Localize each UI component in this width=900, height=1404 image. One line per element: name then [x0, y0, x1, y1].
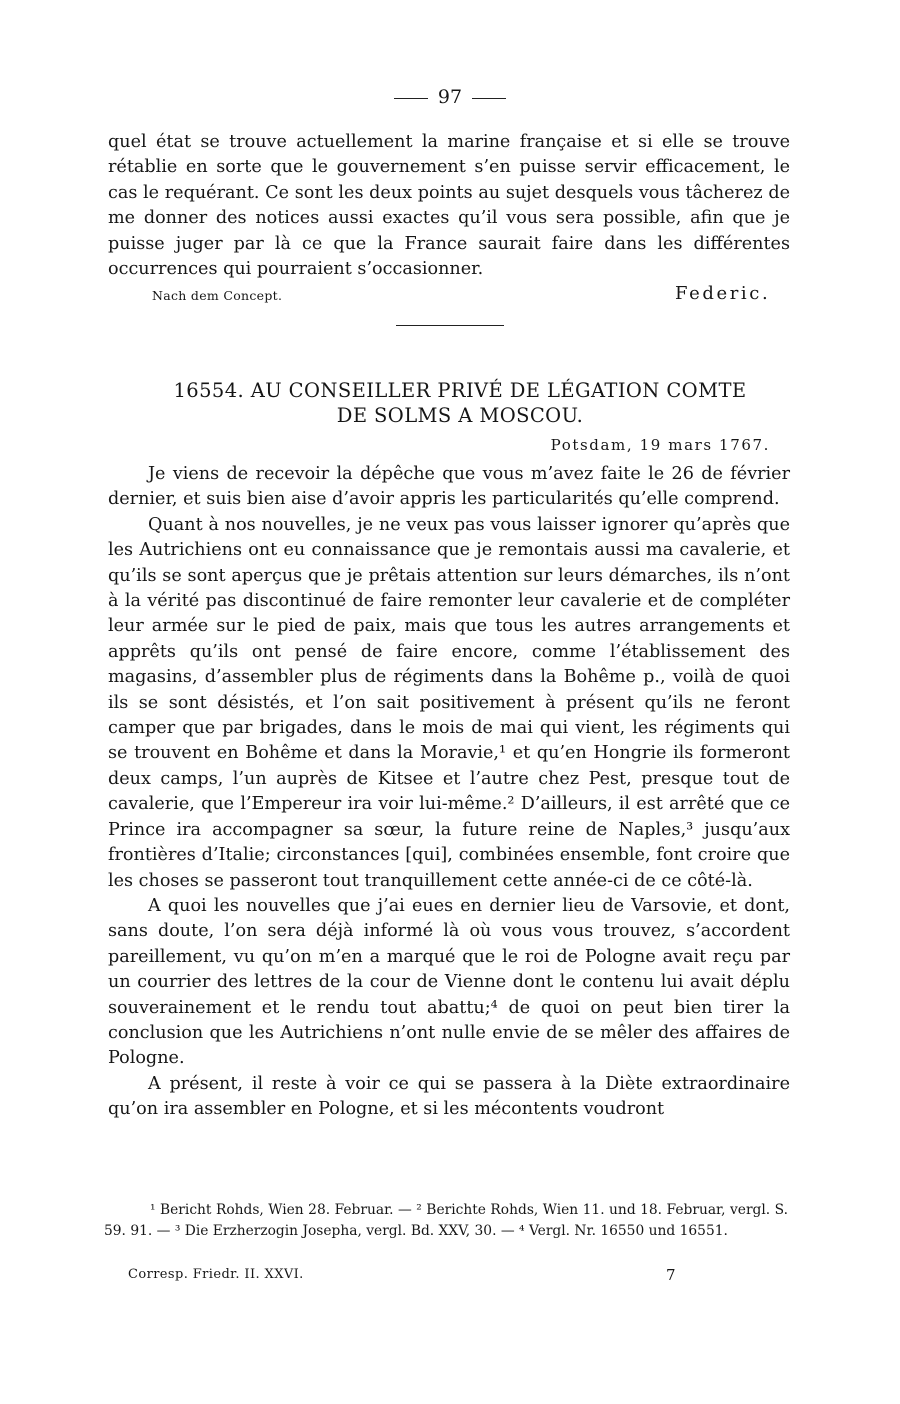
letter-paragraph: A quoi les nouvelles que j’ai eues en dernier lieu de Varsovie, et dont, sans doute, l’on sera déjà informé là où vous vous trouvez, s’accordent pareillement, vu qu’on m’en a marqué que le roi de Pologne avait reçu par un courrier des lettres de la cour de Vienne dont le contenu lui avait déplu souverainement et le rendu tout abattu;⁴ de quoi on peut bien tirer la conclusion que les Autrichiens n’ont nulle envie de se mêler des affaires de Pologne. — [108, 895, 790, 1069]
footer-signature-mark: 7 — [666, 1266, 676, 1284]
letter-paragraph: Quant à nos nouvelles, je ne veux pas vous laisser ignorer qu’après que les Autrichiens ont eu connaissance que je remontais aussi ma cavalerie, et qu’ils se sont aperçus que je prêtais attention sur leurs démarches, ils n’ont à la vérité pas discontinué de faire remonter leur cavalerie et de compléter leur armée sur le pied de paix, mais que tous les autres arrangements et apprêts qu’ils ont pensé de faire encore, comme l’établissement des magasins, d’assembler plus de régiments dans la Bohême p., voilà de quoi ils se sont désistés, et l’on sait positivement à présent qu’ils ne feront camper que par brigades, dans le mois de mai qui vient, les régiments qui se trouvent en Bohême et dans la Moravie,¹ et qu’en Hongrie ils formeront deux camps, l’un auprès de Kitsee et l’autre chez Pest, presque tout de cavalerie, que l’Empereur ira voir lui-même.² D’ailleurs, il est arrêté que ce Prince ira accompagner sa sœur, la future reine de Naples,³ jusqu’aux frontières d’Italie; circonstances [qui], combinées ensemble, font croire que les choses se passeront tout tranquillement cette année-ci de ce côté-là. — [108, 514, 790, 891]
footer-collection-title: Corresp. Friedr. II. XXVI. — [128, 1267, 304, 1282]
page-number-header — [380, 86, 520, 108]
header-dash-left — [394, 98, 428, 99]
page-number: 97 — [437, 86, 463, 108]
previous-letter-text: quel état se trouve actuellement la marine française et si elle se trouve rétablie en sorte que le gouvernement s’en puisse servir efficacement, le cas le requérant. Ce sont les deux points au sujet desquels vous tâcherez de me donner des notices aussi exactes qu’il vous sera possible, afin que je puisse juger par là ce que la France saurait faire dans les différentes occurrences qui pourraient s’occasionner. — [108, 132, 790, 280]
letter-paragraph: Je viens de recevoir la dépêche que vous m’avez faite le 26 de février dernier, et suis bien aise d’avoir appris les particularités qu’elle comprend. — [108, 464, 790, 510]
letter-heading — [140, 378, 780, 428]
letter-paragraph: A présent, il reste à voir ce qui se passera à la Diète extraordinaire qu’on ira assembler en Pologne, et si les mécontents voudront — [108, 1073, 790, 1120]
previous-letter-ending — [108, 130, 790, 282]
letter-heading-line-1 — [140, 378, 780, 403]
letter-dateline: Potsdam, 19 mars 1767. — [550, 436, 770, 454]
source-note: Nach dem Concept. — [152, 288, 283, 303]
header-dash-right — [472, 98, 506, 99]
letter-title-line-1: AU CONSEILLER PRIVÉ DE LÉGATION COMTE — [250, 379, 747, 402]
section-divider — [396, 325, 504, 326]
footnotes — [104, 1200, 788, 1242]
letter-title-line-2: DE SOLMS A MOSCOU. — [336, 404, 584, 427]
letter-body — [108, 462, 790, 1123]
letter-number: 16554. — [173, 379, 245, 402]
footnotes-text: ¹ Bericht Rohds, Wien 28. Februar. — ² Berichte Rohds, Wien 11. und 18. Februar, vergl. S. 59. 91. — ³ Die Erzherzogin Josepha, vergl. Bd. XXV, 30. — ⁴ Vergl. Nr. 16550 und 16551. — [104, 1202, 788, 1239]
signature: Federic. — [675, 283, 771, 304]
